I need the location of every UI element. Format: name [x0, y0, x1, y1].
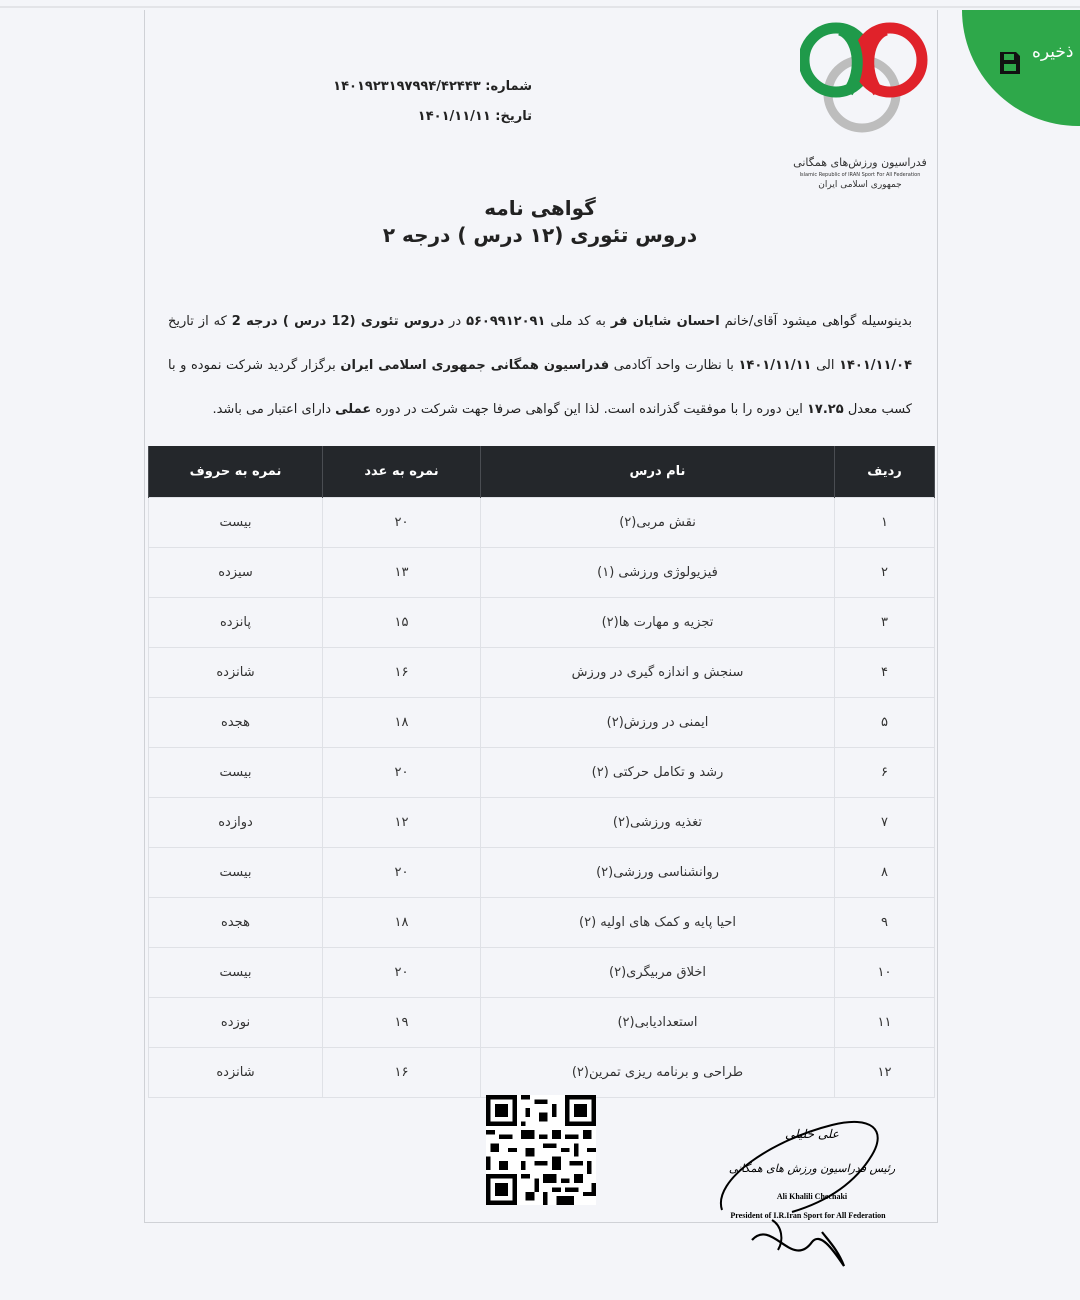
- floppy-disk-icon: [998, 50, 1022, 76]
- table-row: [149, 848, 935, 898]
- grade-words: بیست: [149, 748, 323, 798]
- signer-name-en: Ali Khalili Chechaki: [776, 1192, 848, 1201]
- row-number: ۳: [835, 598, 935, 648]
- save-button[interactable]: [962, 10, 1080, 126]
- course-name: رشد و تکامل حرکتی (۲): [481, 748, 835, 798]
- logo-name-en: Islamic Republic of IRAN Sport For All Federation: [799, 172, 921, 178]
- table-row: [149, 698, 935, 748]
- grade-words: هجده: [149, 898, 323, 948]
- course-name: استعدادیابی(۲): [481, 998, 835, 1048]
- grade-words: نوزده: [149, 998, 323, 1048]
- signer-title-en: President of I.R.Iran Sport for All Federation: [730, 1211, 886, 1220]
- logo-name-fa: فدراسیون ورزش‌های همگانی: [793, 156, 927, 169]
- body-text-1: بدینوسیله گواهی میشود آقای/خانم: [724, 314, 913, 329]
- grade-average: ۱۷.۲۵: [806, 402, 844, 417]
- header-grade-words: نمره به حروف: [149, 446, 323, 498]
- certificate-subtitle: دروس تئوری (۱۲ درس ) درجه ۲: [382, 223, 698, 247]
- table-row: [149, 598, 935, 648]
- holder-name: احسان شایان فر: [610, 314, 720, 329]
- signer-name-fa: علی خلیلی: [785, 1127, 839, 1141]
- top-divider: [0, 6, 1080, 8]
- row-number: ۹: [835, 898, 935, 948]
- header-grade-number: نمره به عدد: [323, 446, 481, 498]
- grade-number: ۱۸: [323, 698, 481, 748]
- course-name: اخلاق مربیگری(۲): [481, 948, 835, 998]
- practical-label: عملی: [335, 402, 372, 417]
- row-number: ۶: [835, 748, 935, 798]
- body-text-2: به کد ملی: [550, 314, 606, 329]
- course-name: سنجش و اندازه گیری در ورزش: [481, 648, 835, 698]
- body-text-8: این دوره را با موفقیت گذرانده است. لذا این گواهی صرفا جهت شرکت در دوره: [375, 402, 803, 417]
- number-value: ۱۴۰۱۹۲۳۱۹۷۹۹۴/۴۲۴۴۳: [333, 79, 481, 94]
- body-text-9: دارای اعتبار می باشد.: [212, 402, 332, 417]
- row-number: ۱۲: [835, 1048, 935, 1098]
- table-row: [149, 748, 935, 798]
- grade-number: ۱۹: [323, 998, 481, 1048]
- national-id: ۵۶۰۹۹۱۲۰۹۱: [466, 314, 546, 329]
- body-text-5: الی: [816, 358, 835, 373]
- number-label: شماره:: [485, 79, 532, 94]
- grade-number: ۲۰: [323, 498, 481, 548]
- grade-number: ۲۰: [323, 748, 481, 798]
- course-name: ایمنی در ورزش(۲): [481, 698, 835, 748]
- grades-table: [148, 446, 935, 1098]
- date-value: ۱۴۰۱/۱۱/۱۱: [417, 109, 491, 124]
- header-course-name: نام درس: [481, 446, 835, 498]
- federation-logo: [800, 18, 928, 143]
- table-row: [149, 648, 935, 698]
- date-label: تاریخ:: [495, 109, 532, 124]
- certificate-body: [168, 300, 912, 432]
- grade-words: بیست: [149, 848, 323, 898]
- grade-words: دوازده: [149, 798, 323, 848]
- date-from: ۱۴۰۱/۱۱/۰۴: [839, 358, 913, 373]
- table-header-row: [149, 446, 935, 498]
- federation-name: فدراسیون همگانی جمهوری اسلامی ایران: [340, 358, 610, 373]
- grade-number: ۱۶: [323, 648, 481, 698]
- reference-number: [333, 79, 532, 94]
- grade-words: سیزده: [149, 548, 323, 598]
- signature: [712, 1100, 932, 1280]
- grade-words: پانزده: [149, 598, 323, 648]
- row-number: ۸: [835, 848, 935, 898]
- body-text-6: با نظارت واحد آکادمی: [613, 358, 734, 373]
- table-row: [149, 1048, 935, 1098]
- course-name: فیزیولوژی ورزشی (۱): [481, 548, 835, 598]
- logo-caption: [790, 156, 930, 190]
- grade-number: ۱۸: [323, 898, 481, 948]
- grade-number: ۲۰: [323, 848, 481, 898]
- grade-words: هجده: [149, 698, 323, 748]
- course-name: روانشناسی ورزشی(۲): [481, 848, 835, 898]
- grade-words: شانزده: [149, 1048, 323, 1098]
- grade-number: ۱۵: [323, 598, 481, 648]
- save-label: ذخیره: [1032, 42, 1074, 62]
- grade-words: بیست: [149, 948, 323, 998]
- body-text-3: در: [449, 314, 462, 329]
- reference-date: [418, 109, 532, 124]
- grade-number: ۱۳: [323, 548, 481, 598]
- table-row: [149, 548, 935, 598]
- grade-number: ۱۲: [323, 798, 481, 848]
- row-number: ۲: [835, 548, 935, 598]
- date-to: ۱۴۰۱/۱۱/۱۱: [738, 358, 812, 373]
- row-number: ۱۰: [835, 948, 935, 998]
- row-number: ۴: [835, 648, 935, 698]
- course-name: احیا پایه و کمک های اولیه (۲): [481, 898, 835, 948]
- table-row: [149, 498, 935, 548]
- course-name: تغذیه ورزشی(۲): [481, 798, 835, 848]
- grade-number: ۱۶: [323, 1048, 481, 1098]
- row-number: ۱۱: [835, 998, 935, 1048]
- row-number: ۱: [835, 498, 935, 548]
- course-name: تجزیه و مهارت ها(۲): [481, 598, 835, 648]
- body-text-7: برگزار گردید شرکت نموده و با کسب معدل: [168, 358, 912, 417]
- grade-words: شانزده: [149, 648, 323, 698]
- qr-code-icon: [486, 1095, 596, 1205]
- logo-country: جمهوری اسلامی ایران: [818, 180, 902, 190]
- table-row: [149, 898, 935, 948]
- signer-title-fa: رئیس فدراسیون ورزش های همگانی: [728, 1162, 896, 1175]
- course-name: دروس تئوری (12 درس ) درجه 2: [231, 314, 445, 329]
- row-number: ۵: [835, 698, 935, 748]
- table-row: [149, 998, 935, 1048]
- header-row-number: ردیف: [835, 446, 935, 498]
- grade-number: ۲۰: [323, 948, 481, 998]
- grade-words: بیست: [149, 498, 323, 548]
- body-text-4: که از تاریخ: [168, 314, 227, 329]
- row-number: ۷: [835, 798, 935, 848]
- course-name: طراحی و برنامه ریزی تمرین(۲): [481, 1048, 835, 1098]
- table-row: [149, 798, 935, 848]
- certificate-title: گواهی نامه: [484, 196, 596, 220]
- course-name: نقش مربی(۲): [481, 498, 835, 548]
- table-row: [149, 948, 935, 998]
